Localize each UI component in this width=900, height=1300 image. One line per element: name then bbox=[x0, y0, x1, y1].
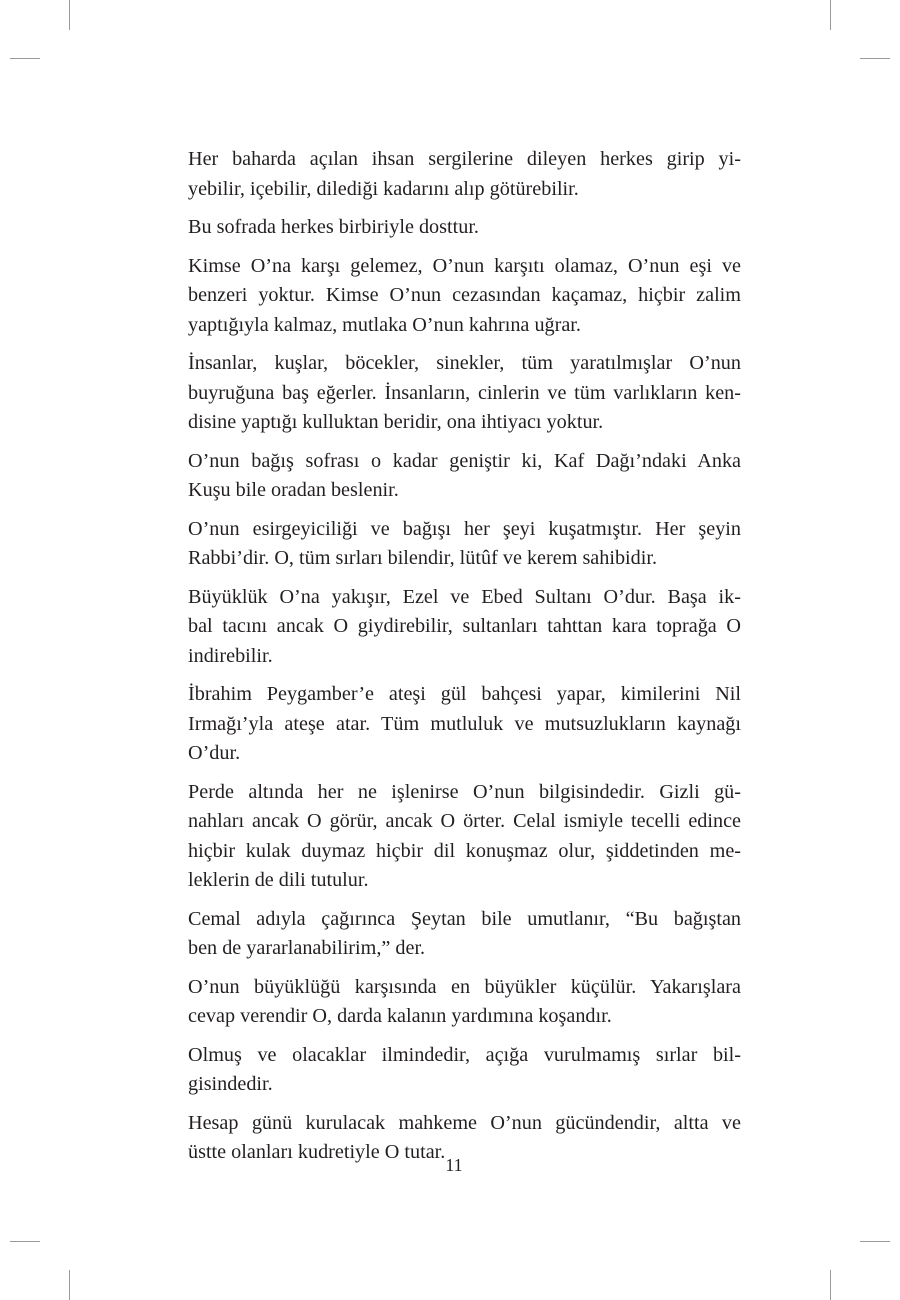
crop-mark-left-bottom bbox=[10, 1241, 40, 1242]
paragraph bbox=[188, 145, 741, 204]
crop-mark-right-top bbox=[860, 58, 890, 59]
text-line: O’nun esirgeyiciliği ve bağışı her şeyi kuşatmıştır. Her şeyin bbox=[188, 517, 741, 540]
paragraph bbox=[188, 213, 741, 243]
text-line: Kimse O’na karşı gelemez, O’nun karşıtı olamaz, O’nun eşi ve bbox=[188, 254, 741, 277]
text-line: O’nun bağış sofrası o kadar geniştir ki, Kaf Dağı’ndaki Anka bbox=[188, 449, 741, 472]
text-line: Her baharda açılan ihsan sergilerine dileyen herkes girip yi- bbox=[188, 148, 741, 170]
text-line: benzeri yoktur. Kimse O’nun cezasından kaçamaz, hiçbir zalim bbox=[188, 284, 741, 306]
paragraph bbox=[188, 349, 741, 438]
text-line: İbrahim Peygamber’e ateşi gül bahçesi yapar, kimilerini Nil bbox=[188, 683, 741, 705]
paragraph bbox=[188, 905, 741, 964]
text-line: üstte olanları kudretiyle O tutar. bbox=[188, 1141, 446, 1163]
paragraph bbox=[188, 515, 741, 574]
text-line: Büyüklük O’na yakışır, Ezel ve Ebed Sultanı O’dur. Başa ik- bbox=[188, 585, 741, 608]
paragraph bbox=[188, 1041, 741, 1100]
paragraph bbox=[188, 778, 741, 896]
crop-mark-top-right bbox=[830, 0, 831, 30]
text-line: indirebilir. bbox=[188, 644, 273, 667]
text-line: disine yaptığı kulluktan beridir, ona ihtiyacı yoktur. bbox=[188, 411, 604, 433]
text-line: gisindedir. bbox=[188, 1073, 273, 1095]
text-line: yebilir, içebilir, dilediği kadarını alıp götürebilir. bbox=[188, 177, 579, 200]
text-line: Kuşu bile oradan beslenir. bbox=[188, 479, 399, 501]
paragraph bbox=[188, 973, 741, 1032]
text-line: ben de yararlanabilirim,” der. bbox=[188, 937, 426, 959]
crop-mark-left-top bbox=[10, 58, 40, 59]
paragraph bbox=[188, 252, 741, 341]
text-line: Perde altında her ne işlenirse O’nun bilgisindedir. Gizli gü- bbox=[188, 780, 741, 803]
text-line: Rabbi’dir. O, tüm sırları bilendir, lütûf ve kerem sahibidir. bbox=[188, 547, 658, 569]
paragraph bbox=[188, 583, 741, 672]
paragraph bbox=[188, 680, 741, 769]
text-line: Bu sofrada herkes birbiriyle dosttur. bbox=[188, 216, 479, 238]
crop-mark-top-left bbox=[69, 0, 70, 30]
text-line: Cemal adıyla çağırınca Şeytan bile umutlanır, “Bu bağıştan bbox=[188, 907, 741, 930]
text-line: buyruğuna baş eğerler. İnsanların, cinlerin ve tüm varlıkların ken- bbox=[188, 381, 741, 404]
paragraph bbox=[188, 447, 741, 506]
body-text bbox=[188, 145, 741, 1177]
crop-mark-right-bottom bbox=[860, 1241, 890, 1242]
text-line: Olmuş ve olacaklar ilmindedir, açığa vurulmamış sırlar bil- bbox=[188, 1043, 741, 1066]
text-line: leklerin de dili tutulur. bbox=[188, 869, 369, 891]
page-number: 11 bbox=[445, 1155, 463, 1175]
crop-mark-bottom-right bbox=[830, 1270, 831, 1300]
text-line: yaptığıyla kalmaz, mutlaka O’nun kahrına uğrar. bbox=[188, 313, 581, 336]
crop-mark-bottom-left bbox=[69, 1270, 70, 1300]
text-line: O’dur. bbox=[188, 742, 241, 764]
text-line: Irmağı’yla ateşe atar. Tüm mutluluk ve mutsuzlukların kaynağı bbox=[188, 712, 741, 735]
text-line: nahları ancak O görür, ancak O örter. Celal ismiyle tecelli edince bbox=[188, 810, 741, 832]
text-line: bal tacını ancak O giydirebilir, sultanları tahttan kara toprağa O bbox=[188, 615, 741, 637]
text-line: cevap verendir O, darda kalanın yardımına koşandır. bbox=[188, 1005, 612, 1027]
text-line: hiçbir kulak duymaz hiçbir dil konuşmaz olur, şiddetinden me- bbox=[188, 839, 741, 862]
text-line: İnsanlar, kuşlar, böcekler, sinekler, tüm yaratılmışlar O’nun bbox=[188, 352, 741, 374]
text-line: Hesap günü kurulacak mahkeme O’nun gücündendir, altta ve bbox=[188, 1111, 741, 1134]
text-line: O’nun büyüklüğü karşısında en büyükler küçülür. Yakarışlara bbox=[188, 975, 741, 998]
